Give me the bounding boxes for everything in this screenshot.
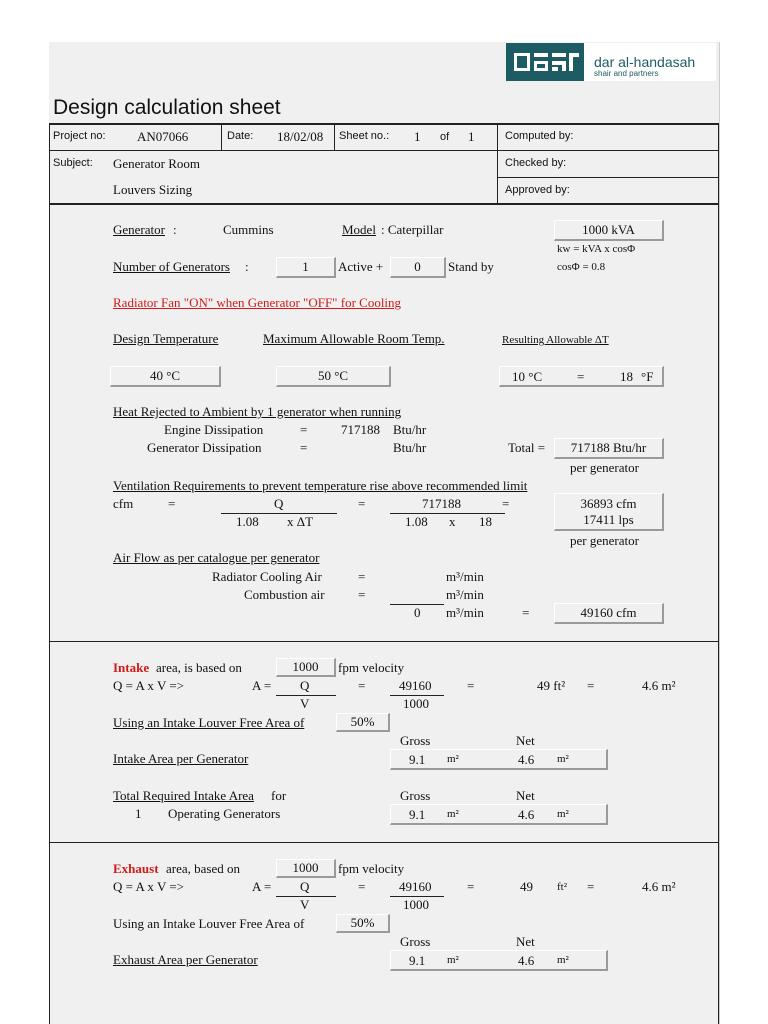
intake-velocity-unit: fpm velocity [338, 660, 405, 675]
exhaust-eq3: = [587, 879, 595, 894]
intake-net-label: Net [516, 733, 535, 748]
intake-gross-value: 9.1 [409, 752, 426, 767]
intake-net-value: 4.6 [518, 752, 535, 767]
exhaust-area-m: 4.6 m² [642, 879, 676, 894]
radiator-air-eq: = [358, 569, 366, 584]
project-value: AN07066 [137, 129, 189, 144]
vent-per-generator: per generator [570, 533, 639, 548]
generator-label: Generator [113, 222, 165, 237]
intake-v-value: 1000 [403, 696, 429, 711]
intake-total-net-unit: m² [557, 808, 569, 820]
engine-dissipation-unit: Btu/hr [393, 422, 427, 437]
active-generators-field[interactable]: 1 [276, 257, 336, 278]
engine-dissipation-value: 717188 [341, 422, 380, 437]
intake-total-net-value: 4.6 [518, 807, 535, 822]
dt-f-unit: °F [641, 369, 654, 384]
intake-per-gen-label: Intake Area per Generator [113, 751, 249, 766]
den2-a: 1.08 [405, 514, 428, 529]
exhaust-velocity-unit: fpm velocity [338, 861, 405, 876]
engine-eq: = [300, 422, 308, 437]
intake-net-unit: m² [557, 753, 569, 765]
generator-dissipation-label: Generator Dissipation [147, 440, 262, 455]
cfm-eq2: = [358, 496, 366, 511]
subject-label: Subject: [53, 157, 93, 169]
design-temp-field[interactable]: 40 °C [110, 366, 221, 387]
exhaust-word: Exhaust [113, 861, 159, 876]
lps-result: 17411 lps [583, 511, 634, 527]
intake-eq2: = [467, 678, 475, 693]
intake-louver-field[interactable]: 50% [336, 713, 390, 732]
intake-total-gross-value: 9.1 [409, 807, 426, 822]
company-logo [506, 43, 716, 81]
exhaust-per-gen-field [390, 950, 608, 971]
den1-b: x ΔT [287, 514, 314, 529]
cfm-result-field [554, 493, 664, 531]
exhaust-net-label: Net [516, 934, 535, 949]
active-label: Active + [338, 259, 384, 274]
intake-q: Q [300, 678, 310, 693]
date-label: Date: [227, 130, 254, 142]
exhaust-ft2: ft² [557, 881, 568, 893]
exhaust-q: Q [300, 879, 310, 894]
exhaust-text: area, based on [166, 861, 240, 876]
kva-field[interactable]: 1000 kVA [554, 220, 664, 241]
combustion-air-label: Combustion air [244, 587, 325, 602]
q-value: 717188 [422, 496, 461, 511]
standby-label: Stand by [448, 259, 494, 274]
page-title: Design calculation sheet [53, 96, 281, 119]
resulting-dt-field [499, 366, 664, 387]
exhaust-velocity-field[interactable]: 1000 [276, 859, 336, 878]
exhaust-louver-field[interactable]: 50% [336, 914, 390, 933]
exhaust-area-ft: 49 [520, 879, 533, 894]
generator-eq: = [300, 440, 308, 455]
exhaust-a-eq: A = [252, 879, 272, 894]
intake-louver-label: Using an Intake Louver Free Area of [113, 715, 305, 730]
combustion-air-unit: m³/min [446, 587, 484, 602]
intake-gross-unit: m² [447, 753, 459, 765]
intake-area-m: 4.6 m² [642, 678, 676, 693]
intake-total-gross-label: Gross [400, 788, 431, 803]
total-heat-field: 717188 Btu/hr [554, 438, 664, 459]
exhaust-per-gen-label: Exhaust Area per Generator [113, 952, 258, 967]
exhaust-v-value: 1000 [403, 897, 429, 912]
date-value: 18/02/08 [277, 129, 324, 144]
exhaust-gross-value: 9.1 [409, 953, 426, 968]
resulting-dt-label: Resulting Allowable ΔT [502, 334, 609, 346]
intake-eq3: = [587, 678, 595, 693]
intake-velocity-field[interactable]: 1000 [276, 658, 336, 677]
model-value: : Caterpillar [381, 222, 444, 237]
kw-formula: kw = kVA x cosΦ [557, 243, 636, 255]
of-value: 1 [468, 129, 475, 144]
generator-colon: : [173, 222, 177, 237]
exhaust-q-value: 49160 [399, 879, 432, 894]
cfm-eq1: = [168, 496, 176, 511]
intake-text: area, is based on [156, 660, 242, 675]
cfm-label: cfm [113, 496, 134, 511]
model-label: Model [342, 222, 376, 237]
computed-label: Computed by: [505, 130, 574, 142]
approved-label: Approved by: [505, 184, 570, 196]
ops-count: 1 [135, 806, 142, 821]
intake-total-label: Total Required Intake Area [113, 788, 254, 803]
intake-q-value: 49160 [399, 678, 432, 693]
intake-formula: Q = A x V => [113, 678, 185, 693]
checked-label: Checked by: [505, 157, 567, 169]
ventilation-title: Ventilation Requirements to prevent temperature rise above recommended limit [113, 478, 528, 493]
den2-c: 18 [479, 514, 492, 529]
generator-value: Cummins [223, 222, 274, 237]
total-label: Total = [508, 440, 546, 455]
cos-value: cosΦ = 0.8 [557, 261, 606, 273]
combustion-air-eq: = [358, 587, 366, 602]
exhaust-eq1: = [358, 879, 366, 894]
num-generators-colon: : [245, 259, 249, 274]
subject-line2: Louvers Sizing [113, 182, 193, 197]
cfm-result: 36893 cfm [580, 495, 637, 511]
intake-eq1: = [358, 678, 366, 693]
airflow-eq: = [522, 605, 530, 620]
radiator-air-label: Radiator Cooling Air [212, 569, 322, 584]
exhaust-v: V [300, 897, 310, 912]
radiator-air-unit: m³/min [446, 569, 484, 584]
heat-title: Heat Rejected to Ambient by 1 generator when running [113, 404, 402, 419]
project-label: Project no: [53, 130, 106, 142]
cfm-q: Q [274, 496, 284, 511]
sheet-label: Sheet no.: [339, 130, 390, 142]
subject-line1: Generator Room [113, 156, 201, 171]
cfm-eq3: = [502, 496, 510, 511]
max-room-temp-label: Maximum Allowable Room Temp. [263, 331, 445, 346]
generator-dissipation-unit: Btu/hr [393, 440, 427, 455]
exhaust-louver-label: Using an Intake Louver Free Area of [113, 916, 305, 931]
heat-per-generator: per generator [570, 460, 639, 475]
max-room-temp-field[interactable]: 50 °C [276, 366, 391, 387]
standby-generators-field[interactable]: 0 [390, 257, 446, 278]
of-label: of [440, 131, 450, 143]
exhaust-gross-label: Gross [400, 934, 431, 949]
exhaust-net-value: 4.6 [518, 953, 535, 968]
airflow-sum: 0 [414, 605, 421, 620]
fan-note: Radiator Fan "ON" when Generator "OFF" for Cooling [113, 295, 402, 310]
intake-total-for: for [271, 788, 287, 803]
num-generators-label: Number of Generators [113, 259, 230, 274]
exhaust-formula: Q = A x V => [113, 879, 185, 894]
intake-a-eq: A = [252, 678, 272, 693]
intake-total-net-label: Net [516, 788, 535, 803]
dt-fahrenheit: 18 [620, 369, 633, 384]
exhaust-net-unit: m² [557, 954, 569, 966]
intake-per-gen-field [390, 749, 608, 770]
airflow-total-field: 49160 cfm [554, 603, 664, 624]
airflow-title: Air Flow as per catalogue per generator [113, 550, 320, 565]
airflow-sum-unit: m³/min [446, 605, 484, 620]
intake-v: V [300, 696, 310, 711]
intake-area-ft: 49 ft² [537, 678, 566, 693]
design-temp-label: Design Temperature [113, 331, 219, 346]
intake-gross-label: Gross [400, 733, 431, 748]
logo-mark-icon [506, 43, 584, 81]
intake-word: Intake [113, 660, 150, 675]
dt-equals: = [577, 369, 585, 384]
logo-tagline: shair and partners [594, 69, 659, 78]
dt-celsius: 10 °C [512, 369, 543, 384]
engine-dissipation-label: Engine Dissipation [164, 422, 264, 437]
exhaust-eq2: = [467, 879, 475, 894]
ops-label: Operating Generators [168, 806, 281, 821]
exhaust-gross-unit: m² [447, 954, 459, 966]
intake-total-field [390, 804, 608, 825]
sheet-value: 1 [414, 129, 421, 144]
intake-total-gross-unit: m² [447, 808, 459, 820]
den2-b: x [449, 514, 456, 529]
den1-a: 1.08 [236, 514, 259, 529]
logo-name: dar al-handasah [594, 54, 696, 70]
